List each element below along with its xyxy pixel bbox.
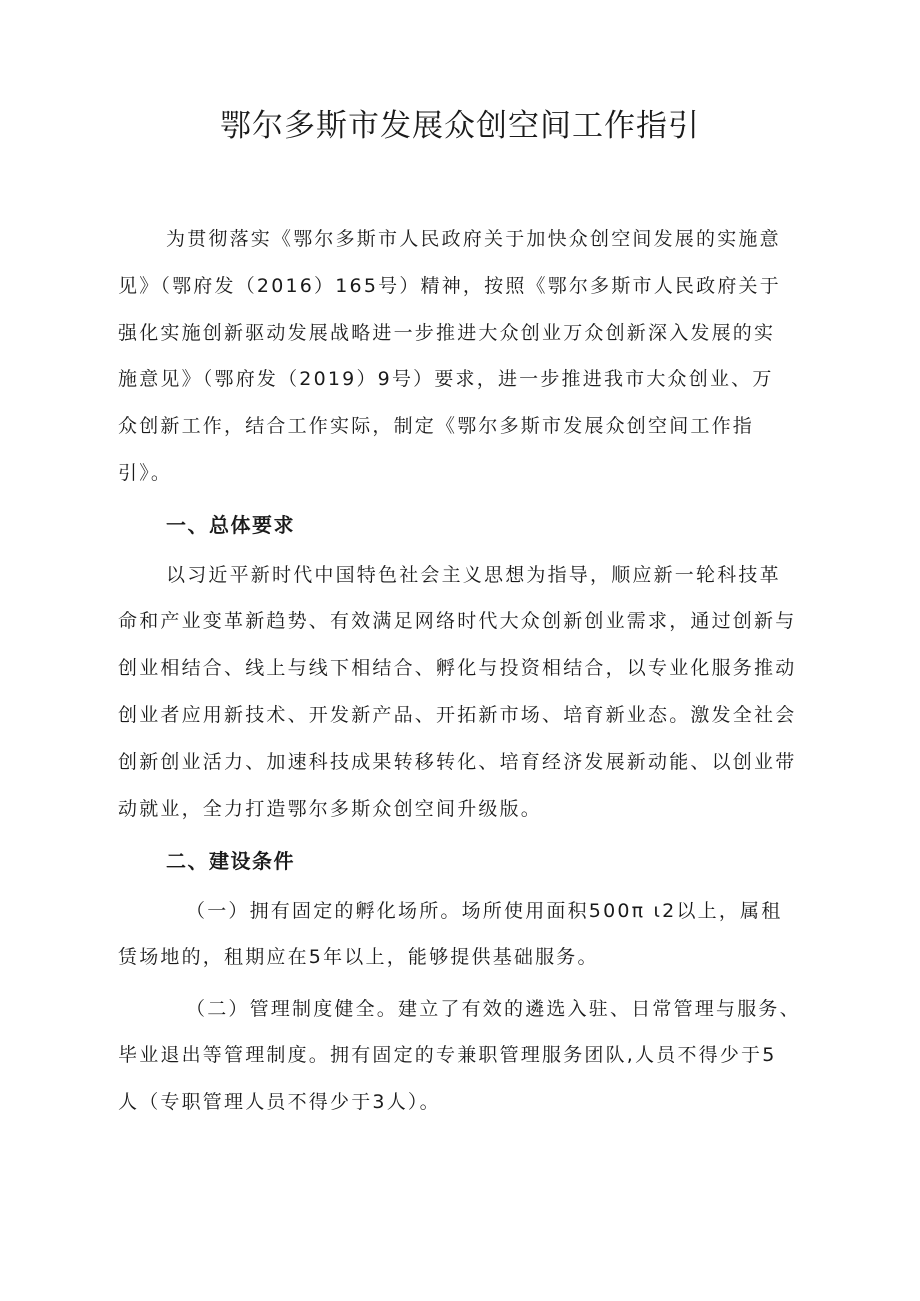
intro-line: 强化实施创新驱动发展战略进一步推进大众创业万众创新深入发展的实 bbox=[118, 322, 776, 344]
intro-line: 为贯彻落实《鄂尔多斯市人民政府关于加快众创空间发展的实施意 bbox=[166, 228, 781, 250]
section-heading-construction-conditions: 二、建设条件 bbox=[166, 849, 295, 873]
section2-item2-line: 人（专职管理人员不得少于3人）。 bbox=[118, 1091, 441, 1113]
section1-line: 命和产业变革新趋势、有效满足网络时代大众创新创业需求，通过创新与 bbox=[118, 610, 797, 632]
section1-line: 创业者应用新技术、开发新产品、开拓新市场、培育新业态。激发全社会 bbox=[118, 704, 797, 726]
section2-item2-line: （二）管理制度健全。建立了有效的遴选入驻、日常管理与服务、 bbox=[186, 998, 801, 1020]
section1-line: 动就业，全力打造鄂尔多斯众创空间升级版。 bbox=[118, 798, 543, 820]
section-heading-general-requirements: 一、总体要求 bbox=[166, 513, 295, 537]
section1-line: 创新创业活力、加速科技成果转移转化、培育经济发展新动能、以创业带 bbox=[118, 751, 797, 773]
intro-line: 见》（鄂府发（2016）165号）精神，按照《鄂尔多斯市人民政府关于 bbox=[118, 275, 781, 297]
section1-line: 以习近平新时代中国特色社会主义思想为指导，顺应新一轮科技革 bbox=[166, 564, 781, 586]
intro-line: 施意见》（鄂府发（2019）9号）要求，进一步推进我市大众创业、万 bbox=[118, 368, 774, 390]
intro-line: 众创新工作，结合工作实际，制定《鄂尔多斯市发展众创空间工作指 bbox=[118, 415, 755, 437]
section2-item2-line: 毕业退出等管理制度。拥有固定的专兼职管理服务团队,人员不得少于5 bbox=[118, 1044, 777, 1066]
section2-item1-line: 赁场地的，租期应在5年以上，能够提供基础服务。 bbox=[118, 946, 599, 968]
intro-line: 引》。 bbox=[118, 462, 173, 484]
section2-item1-line: （一）拥有固定的孵化场所。场所使用面积500π ι2以上，属租 bbox=[186, 900, 783, 922]
section1-line: 创业相结合、线上与线下相结合、孵化与投资相结合，以专业化服务推动 bbox=[118, 657, 797, 679]
document-title: 鄂尔多斯市发展众创空间工作指引 bbox=[220, 108, 700, 144]
